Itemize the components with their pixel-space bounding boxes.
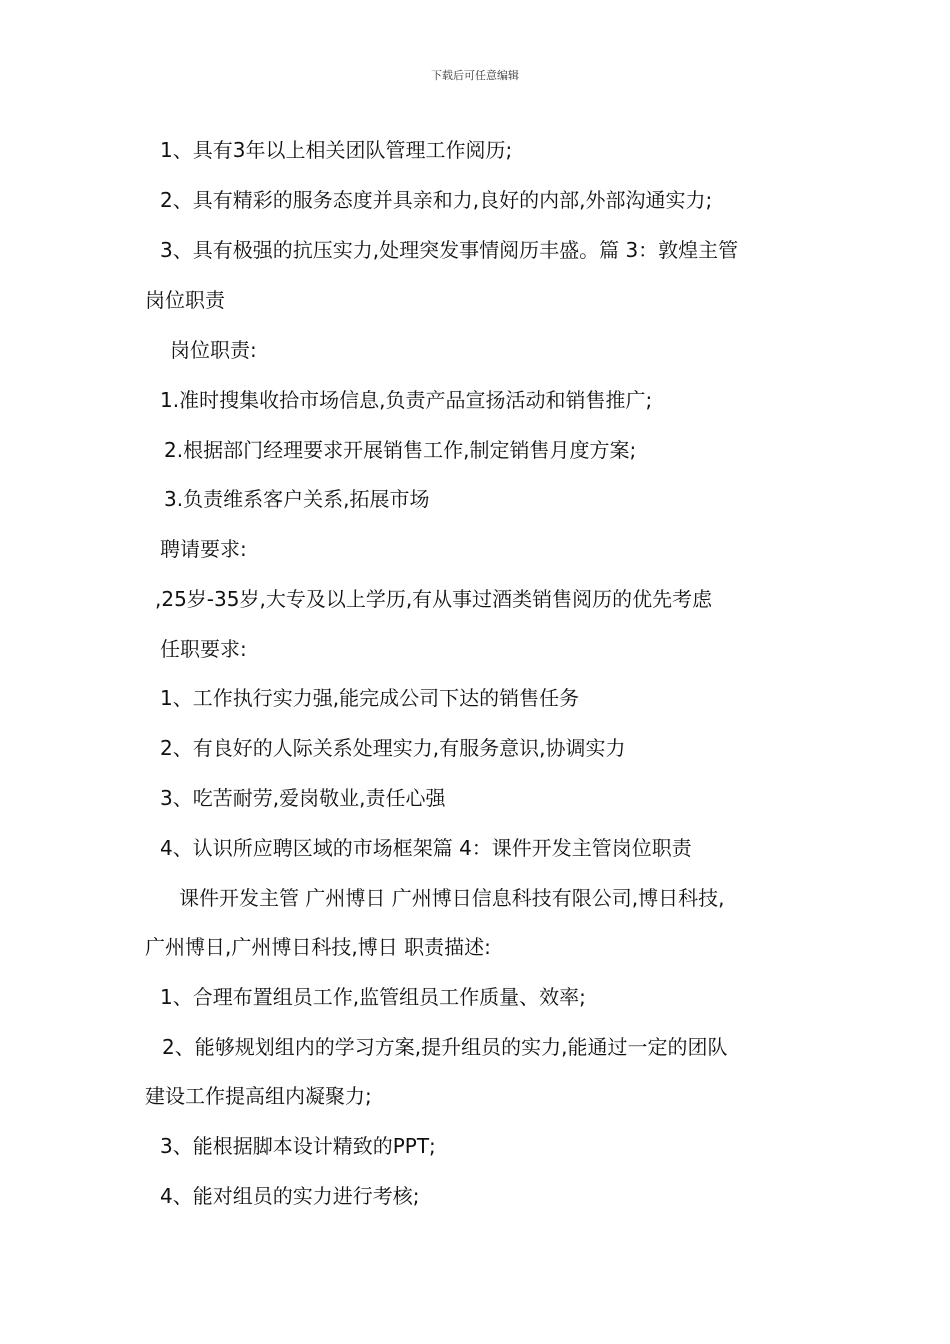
text-line: 2、具有精彩的服务态度并具亲和力,良好的内部,外部沟通实力; [160, 188, 713, 212]
text-line: 3.负责维系客户关系,拓展市场 [164, 487, 430, 511]
text-line: 4、能对组员的实力进行考核; [160, 1184, 420, 1208]
text-line: 3、吃苦耐劳,爱岗敬业,责任心强 [160, 786, 446, 810]
text-line: 1、工作执行实力强,能完成公司下达的销售任务 [160, 686, 580, 710]
text-line: 任职要求: [160, 637, 247, 661]
text-line: 4、认识所应聘区域的市场框架篇 4：课件开发主管岗位职责 [160, 836, 692, 860]
text-line: 3、能根据脚本设计精致的PPT; [160, 1134, 436, 1158]
text-line: 2、能够规划组内的学习方案,提升组员的实力,能通过一定的团队 [162, 1035, 728, 1059]
text-line: 岗位职责: [170, 338, 257, 362]
text-line: 1.准时搜集收拾市场信息,负责产品宣扬活动和销售推广; [160, 388, 653, 412]
text-line: 聘请要求: [160, 537, 247, 561]
text-line: 1、合理布置组员工作,监管组员工作质量、效率; [160, 985, 586, 1009]
page-header: 下载后可任意编辑 [431, 69, 519, 82]
text-line: 1、具有3年以上相关团队管理工作阅历; [160, 138, 513, 162]
text-line: 岗位职责 [145, 288, 225, 312]
text-line: 建设工作提高组内凝聚力; [145, 1084, 372, 1108]
text-line: 3、具有极强的抗压实力,处理突发事情阅历丰盛。篇 3：敦煌主管 [160, 238, 739, 262]
text-line: 课件开发主管 广州博日 广州博日信息科技有限公司,博日科技, [179, 886, 725, 910]
text-line: ,25岁-35岁,大专及以上学历,有从事过酒类销售阅历的优先考虑 [155, 587, 713, 611]
text-line: 广州博日,广州博日科技,博日 职责描述: [145, 935, 491, 959]
text-line: 2.根据部门经理要求开展销售工作,制定销售月度方案; [164, 438, 637, 462]
text-line: 2、有良好的人际关系处理实力,有服务意识,协调实力 [160, 736, 626, 760]
